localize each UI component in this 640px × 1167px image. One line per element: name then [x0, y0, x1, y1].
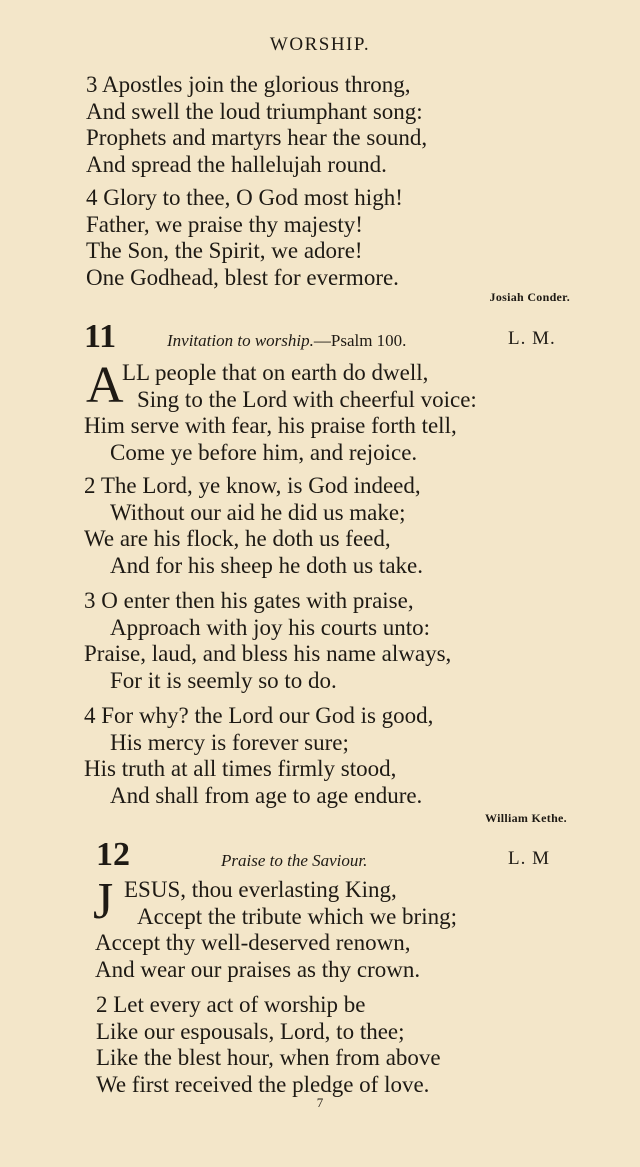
verse-line: 2 Let every act of worship be [96, 992, 366, 1017]
hymn-number: 11 [84, 318, 117, 355]
hymn10-attribution: Josiah Conder. [489, 290, 570, 304]
verse-line: We are his flock, he doth us feed, [84, 526, 391, 551]
verse-line: 3 O enter then his gates with praise, [84, 588, 414, 613]
verse-line: Praise, laud, and bless his name always, [84, 641, 452, 666]
hymn11-header [0, 318, 640, 358]
verse-line: Sing to the Lord with cheerful voice: [137, 386, 477, 412]
hymn-scripture-ref: —Psalm 100. [313, 331, 407, 350]
verse-line: 4 For why? the Lord our God is good, [84, 703, 434, 728]
hymn12-header [0, 836, 640, 876]
verse-line: Like our espousals, Lord, to thee; [96, 1018, 405, 1044]
page-number: 7 [316, 1095, 324, 1110]
verse-line: 2 The Lord, ye know, is God indeed, [84, 473, 421, 498]
verse-line: And spread the hallelujah round. [86, 151, 387, 177]
hymn-number: 12 [96, 836, 130, 873]
verse-line: His truth at all times firmly stood, [84, 756, 397, 781]
hymn10-stanza-3 [0, 72, 640, 178]
verse-line: And for his sheep he doth us take. [110, 552, 423, 578]
drop-cap: A [86, 357, 124, 414]
hymn11-attribution: William Kethe. [485, 811, 567, 825]
verse-line: The Son, the Spirit, we adore! [86, 238, 363, 263]
verse-line: And shall from age to age endure. [110, 782, 423, 808]
hymn11-stanza-2 [0, 473, 640, 579]
verse-line: And swell the loud triumphant song: [86, 98, 423, 124]
verse-line: 3 Apostles join the glorious throng, [86, 72, 411, 97]
verse-line: Father, we praise thy majesty! [86, 211, 363, 237]
verse-line: Him serve with fear, his praise forth tell, [84, 413, 457, 438]
verse-line: One Godhead, blest for evermore. [86, 264, 399, 290]
hymn11-stanza-3 [0, 588, 640, 694]
verse-line: 4 Glory to thee, O God most high! [86, 185, 403, 210]
hymn12-stanza-2 [0, 992, 640, 1098]
verse-line: Without our aid he did us make; [110, 499, 406, 525]
hymn12-stanza-1 [0, 873, 640, 983]
verse-line: ESUS, thou everlasting King, [124, 877, 397, 902]
verse-line: We first received the pledge of love. [96, 1071, 430, 1097]
verse-line: Like the blest hour, when from above [96, 1045, 441, 1070]
hymn11-stanza-4 [0, 703, 640, 809]
hymn-title-text: Invitation to worship. [167, 331, 314, 350]
hymn11-stanza-1 [0, 357, 640, 466]
hymn-meter: L. M [508, 848, 550, 869]
verse-line: His mercy is forever sure; [110, 729, 349, 755]
running-head: WORSHIP. [269, 34, 371, 55]
verse-line: And wear our praises as thy crown. [95, 956, 421, 982]
verse-line: Come ye before him, and rejoice. [110, 439, 418, 465]
verse-line: Accept thy well-deserved renown, [95, 930, 411, 955]
verse-line: Approach with joy his courts unto: [110, 614, 431, 640]
verse-line: Accept the tribute which we bring; [137, 903, 457, 929]
verse-line: LL people that on earth do dwell, [122, 360, 429, 385]
hymn-title: Praise to the Saviour. [221, 851, 368, 870]
hymn10-stanza-4 [0, 185, 640, 291]
hymn-title [167, 331, 406, 351]
hymn-meter: L. M. [508, 328, 556, 349]
verse-line: For it is seemly so to do. [110, 667, 337, 693]
verse-line: Prophets and martyrs hear the sound, [86, 125, 428, 150]
drop-cap: J [93, 873, 114, 930]
